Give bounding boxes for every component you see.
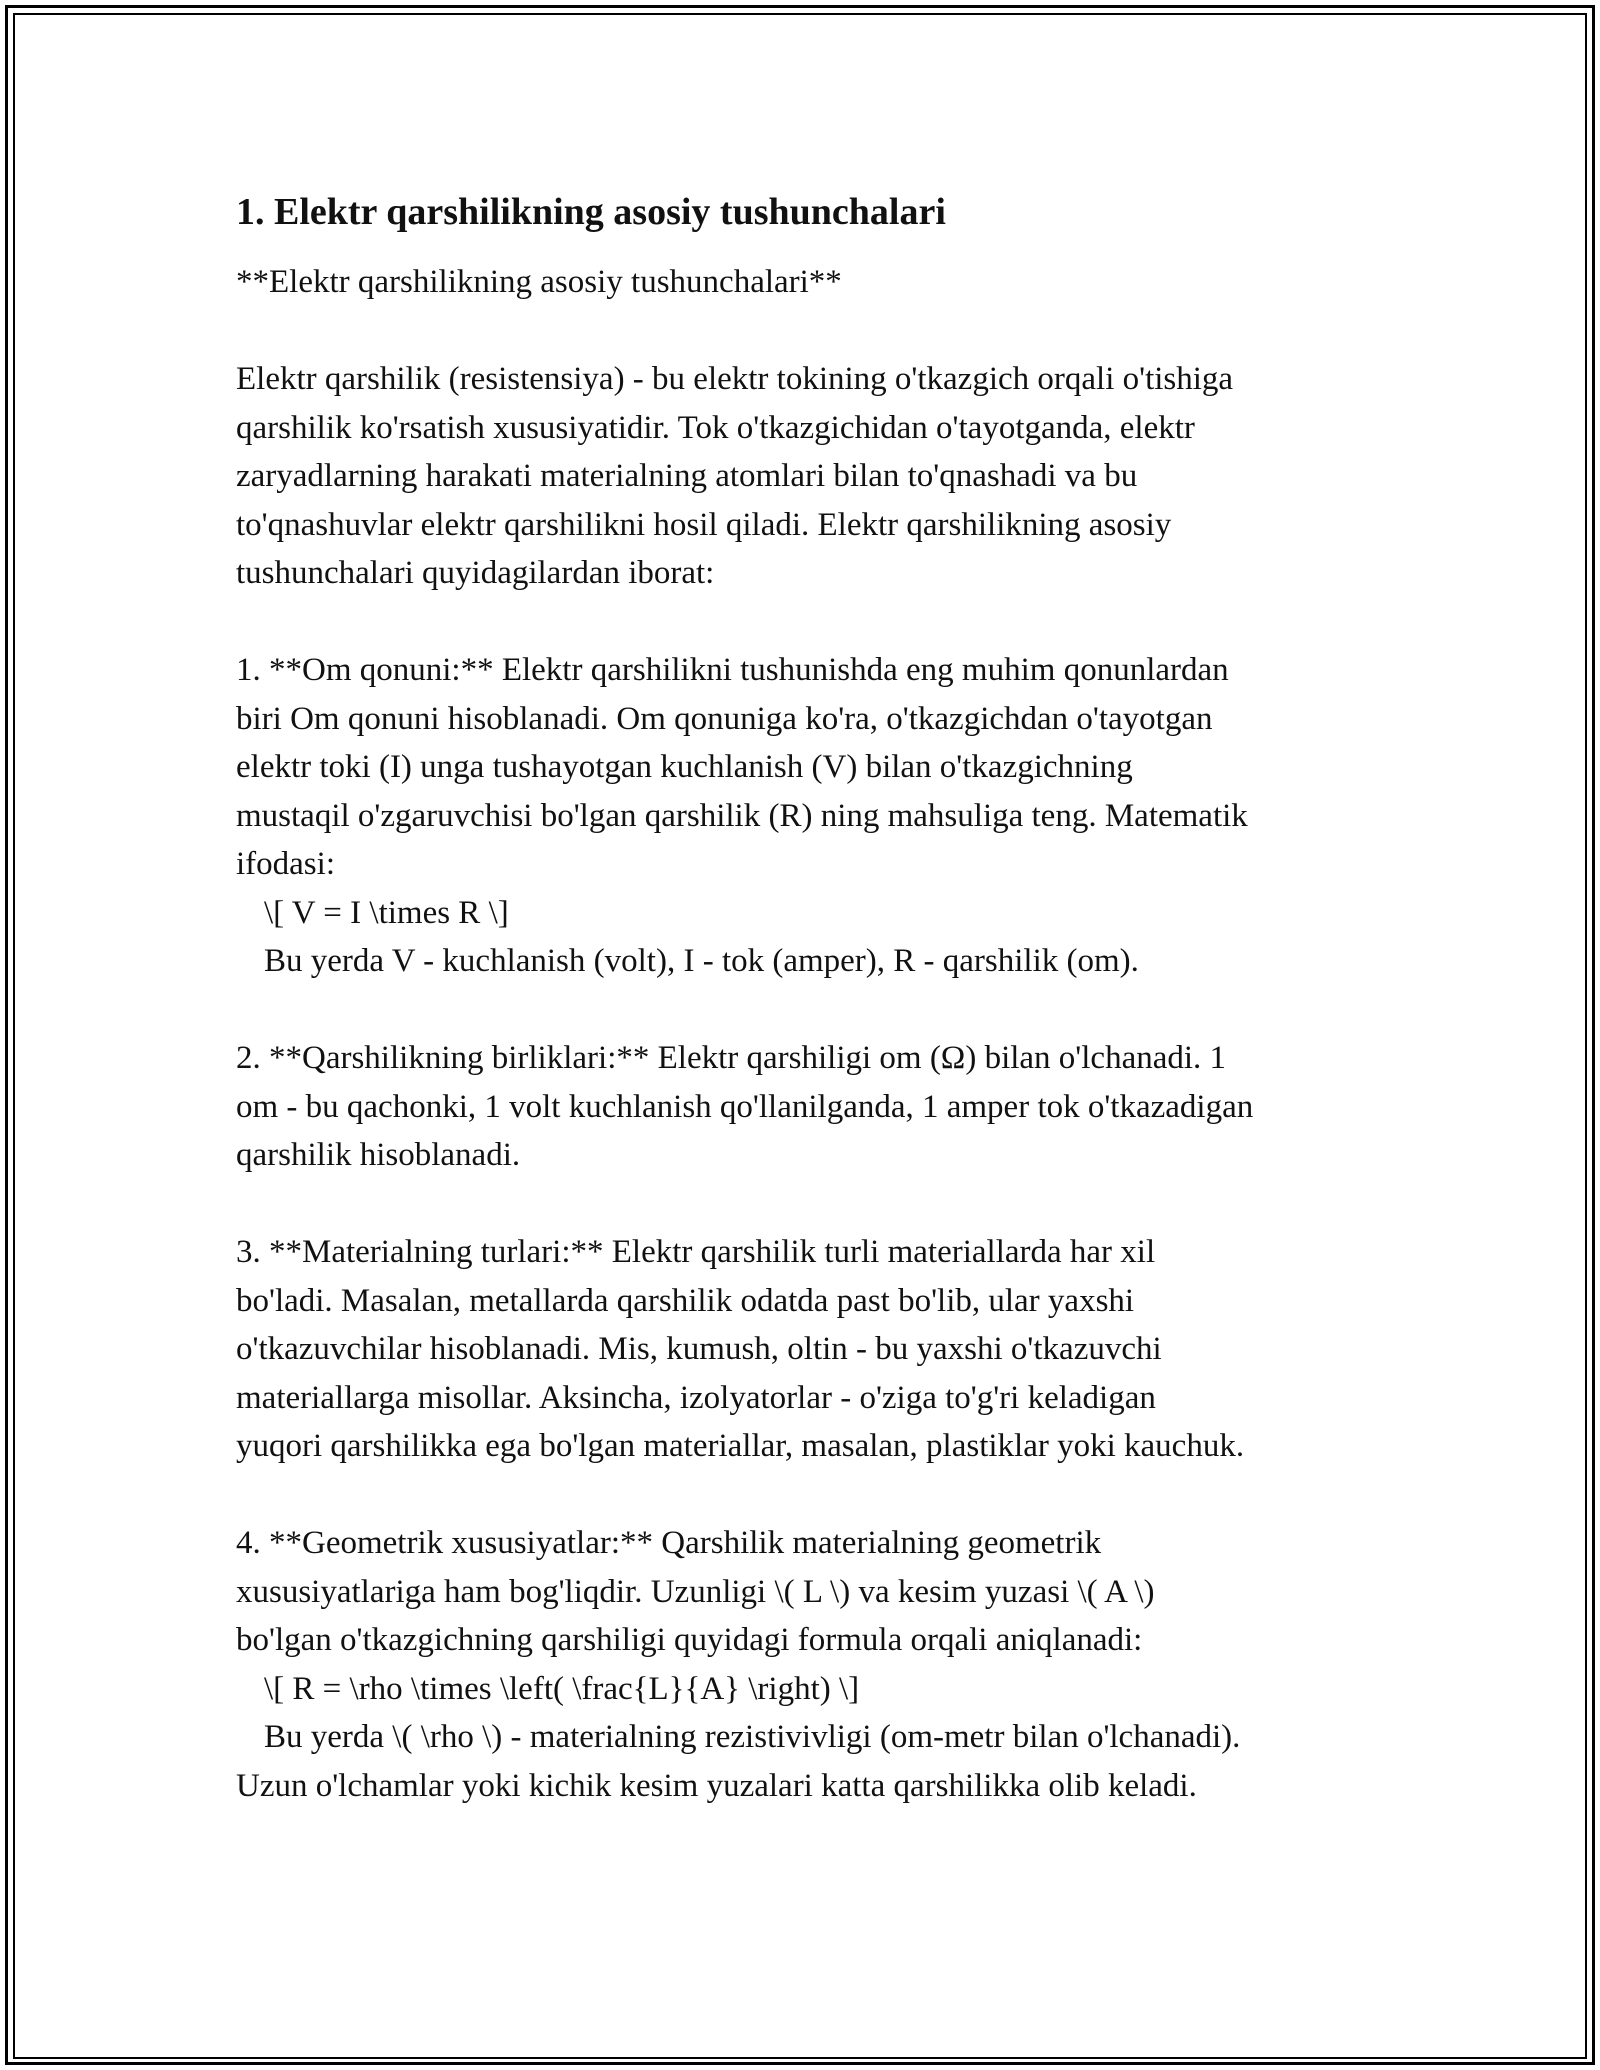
item1-line: mustaqil o'zgaruvchisi bo'lgan qarshilik (R) ning mahsuliga teng. Matematik	[236, 797, 1248, 834]
intro-line: to'qnashuvlar elektr qarshilikni hosil qiladi. Elektr qarshilikning asosiy	[236, 506, 1172, 543]
item2-line: om - bu qachonki, 1 volt kuchlanish qo'llanilganda, 1 amper tok o'tkazadigan	[236, 1088, 1254, 1125]
ohm-law-note: Bu yerda V - kuchlanish (volt), I - tok (amper), R - qarshilik (om).	[264, 943, 1139, 979]
intro-line: Elektr qarshilik (resistensiya) - bu elektr tokining o'tkazgich orqali o'tishiga	[236, 361, 1234, 397]
document-page	[236, 188, 1376, 1859]
intro-line: tushunchalari quyidagilardan iborat:	[236, 555, 715, 591]
item-birliklar	[236, 1034, 1376, 1180]
document-title: 1. Elektr qarshilikning asosiy tushunchalari	[236, 191, 946, 233]
item-material-turlari	[236, 1228, 1376, 1471]
resistance-formula: \[ R = \rho \times \left( \frac{L}{A} \right) \]	[264, 1670, 860, 1707]
item1-line: ifodasi:	[236, 846, 335, 882]
item-geometrik	[236, 1519, 1376, 1810]
item1-line: 1. **Om qonuni:** Elektr qarshilikni tushunishda eng muhim qonunlardan	[236, 652, 1229, 688]
item3-line: materiallarga misollar. Aksincha, izolyatorlar - o'ziga to'g'ri keladigan	[236, 1379, 1156, 1416]
item2-line: 2. **Qarshilikning birliklari:** Elektr qarshiligi om (Ω) bilan o'lchanadi. 1	[236, 1040, 1227, 1076]
item-om-qonuni	[236, 646, 1376, 986]
item2-line: qarshilik hisoblanadi.	[236, 1137, 521, 1173]
item3-line: yuqori qarshilikka ega bo'lgan materiallar, masalan, plastiklar yoki kauchuk.	[236, 1428, 1245, 1464]
item3-line: o'tkazuvchilar hisoblanadi. Mis, kumush, oltin - bu yaxshi o'tkazuvchi	[236, 1331, 1162, 1367]
item4-line: 4. **Geometrik xususiyatlar:** Qarshilik materialning geometrik	[236, 1525, 1102, 1561]
subtitle-line: **Elektr qarshilikning asosiy tushunchalari**	[236, 264, 842, 300]
item1-line: biri Om qonuni hisoblanadi. Om qonuniga ko'ra, o'tkazgichdan o'tayotgan	[236, 700, 1213, 737]
intro-line: qarshilik ko'rsatish xususiyatidir. Tok o'tkazgichidan o'tayotganda, elektr	[236, 409, 1195, 446]
resistivity-note: Bu yerda \( \rho \) - materialning rezistivivligi (om-metr bilan o'lchanadi).	[264, 1719, 1241, 1755]
ohm-law-formula: \[ V = I \times R \]	[264, 894, 509, 931]
item4-line: bo'lgan o'tkazgichning qarshiligi quyidagi formula orqali aniqlanadi:	[236, 1622, 1143, 1658]
item3-line: 3. **Materialning turlari:** Elektr qarshilik turli materiallarda har xil	[236, 1234, 1156, 1270]
item4-line: xususiyatlariga ham bog'liqdir. Uzunligi \( L \) va kesim yuzasi \( A \)	[236, 1573, 1155, 1610]
item3-line: bo'ladi. Masalan, metallarda qarshilik odatda past bo'lib, ular yaxshi	[236, 1282, 1135, 1319]
document-subtitle	[236, 258, 1376, 307]
item1-line: elektr toki (I) unga tushayotgan kuchlanish (V) bilan o'tkazgichning	[236, 749, 1133, 785]
item4-last-line: Uzun o'lchamlar yoki kichik kesim yuzalari katta qarshilikka olib keladi.	[236, 1767, 1197, 1804]
intro-line: zaryadlarning harakati materialning atomlari bilan to'qnashadi va bu	[236, 458, 1138, 494]
intro-paragraph	[236, 355, 1376, 598]
